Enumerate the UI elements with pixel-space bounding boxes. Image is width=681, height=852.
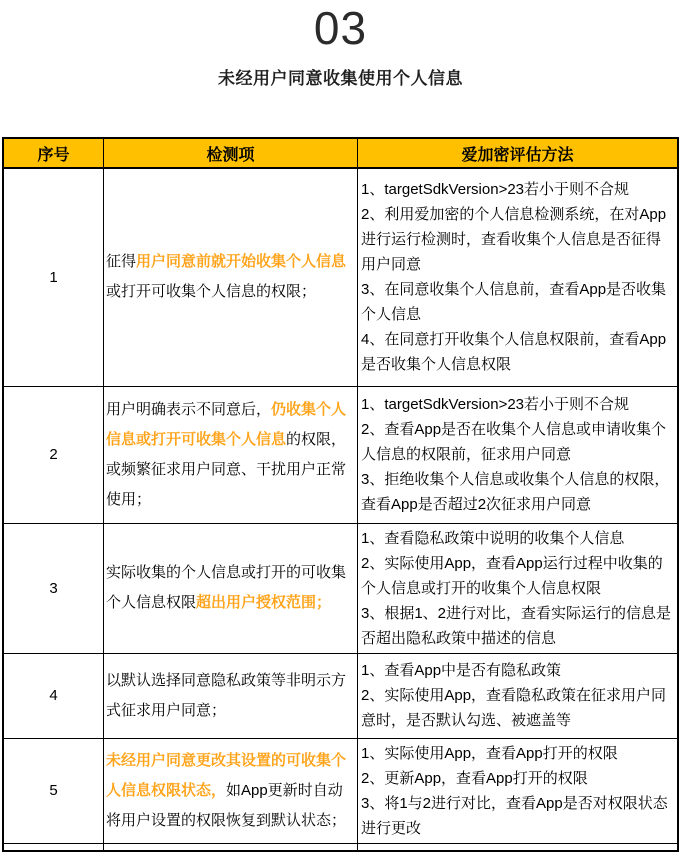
table-bottom-extension-cell: [358, 843, 679, 851]
item-text-segment: 或打开可收集个人信息的权限；: [106, 283, 317, 301]
header-serial-number: 序号: [3, 138, 104, 168]
detection-item-cell: [104, 386, 358, 523]
method-line: 4、在同意打开收集个人信息权限前，查看App是否收集个人信息权限: [361, 331, 667, 374]
detection-item-cell: [104, 523, 358, 653]
item-text-segment: 实际收集的个人信息或打开的可收集个人信息权限: [106, 564, 347, 611]
method-line: 2、实际使用App，查看隐私政策在征求用户同意时，是否默认勾选、被遮盖等: [361, 687, 667, 729]
assessment-method-cell: [358, 386, 679, 523]
table-row: [3, 386, 678, 523]
table-bottom-extension-cell: [104, 843, 358, 851]
item-text-highlight: 超出用户授权范围；: [196, 594, 332, 611]
serial-number-cell: 2: [3, 386, 104, 523]
item-text-highlight: 用户同意前就开始收集个人信息: [136, 253, 347, 271]
item-text-segment: 的权限，或频繁征求用户同意、干扰用户正常使用；: [106, 430, 347, 508]
method-line: 3、拒绝收集个人信息或收集个人信息的权限，查看App是否超过2次征求用户同意: [361, 471, 670, 513]
serial-number-cell: 5: [3, 738, 104, 843]
method-line: 1、targetSdkVersion>23若小于则不合规: [361, 181, 630, 199]
table-bottom-extension: [3, 843, 678, 851]
detection-item-cell: [104, 168, 358, 386]
method-line: 3、将1与2进行对比，查看App是否对权限状态进行更改: [361, 794, 668, 837]
method-line: 3、在同意收集个人信息前，查看App是否收集个人信息: [361, 281, 667, 324]
item-text-segment: 征得: [106, 253, 137, 271]
serial-number-cell: 3: [3, 523, 104, 653]
table-header-row: [3, 138, 678, 168]
detection-item-cell: [104, 653, 358, 738]
method-line: 2、利用爱加密的个人信息检测系统，在对App进行运行检测时，查看收集个人信息是否征得用户同意: [361, 206, 667, 274]
serial-number-cell: 1: [3, 168, 104, 386]
table-row: [3, 523, 678, 653]
item-text-highlight: 仍收集个人信息或打开可收集个人信息: [106, 400, 347, 448]
item-text-segment: 如App更新时自动将用户设置的权限恢复到默认状态；: [106, 781, 347, 829]
assessment-method-cell: [358, 653, 679, 738]
method-line: 1、查看App中是否有隐私政策: [361, 662, 562, 679]
item-text-highlight: 未经用户同意更改其设置的可收集个人信息权限状态，: [106, 751, 347, 799]
header-assessment-method: 爱加密评估方法: [358, 138, 679, 168]
assessment-method-cell: [358, 168, 679, 386]
method-line: 1、实际使用App，查看App打开的权限: [361, 744, 618, 762]
item-text-segment: 用户明确表示不同意后，: [106, 400, 272, 418]
method-line: 1、targetSdkVersion>23若小于则不合规: [361, 396, 630, 413]
table-row: [3, 738, 678, 843]
compliance-table: [2, 137, 679, 852]
method-line: 3、根据1、2进行对比，查看实际运行的信息是否超出隐私政策中描述的信息: [361, 604, 672, 647]
page-title: 03: [313, 2, 368, 54]
serial-number-cell: 4: [3, 653, 104, 738]
assessment-method-cell: [358, 738, 679, 843]
header-detection-item: 检测项: [104, 138, 358, 168]
table-row: [3, 653, 678, 738]
method-line: 2、实际使用App，查看App运行过程中收集的个人信息或打开的收集个人信息权限: [361, 554, 663, 597]
method-line: 2、查看App是否在收集个人信息或申请收集个人信息的权限前，征求用户同意: [361, 421, 667, 463]
table-bottom-extension-cell: [3, 843, 104, 851]
item-text-segment: 以默认选择同意隐私政策等非明示方式征求用户同意；: [106, 671, 347, 719]
page-subtitle: 未经用户同意收集使用个人信息: [218, 69, 463, 88]
method-line: 1、查看隐私政策中说明的收集个人信息: [361, 529, 625, 547]
method-line: 2、更新App，查看App打开的权限: [361, 769, 588, 787]
table-row: [3, 168, 678, 386]
detection-item-cell: [104, 738, 358, 843]
assessment-method-cell: [358, 523, 679, 653]
